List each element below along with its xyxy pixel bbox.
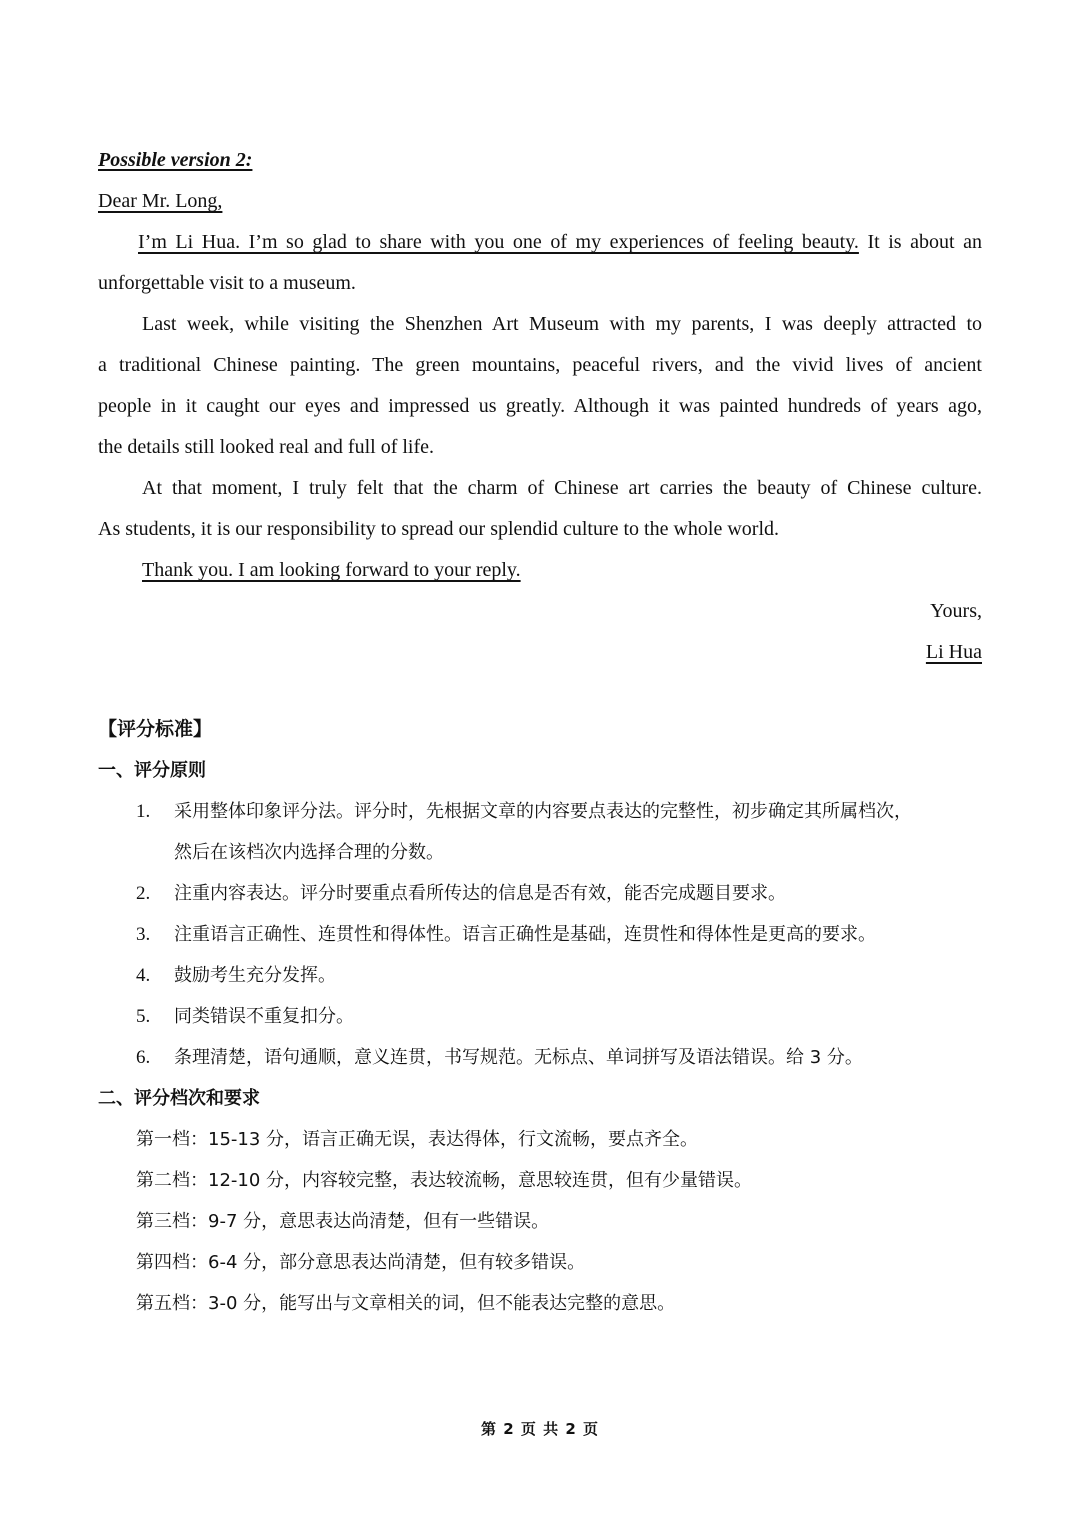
principle-text: 条理清楚，语句通顺，意义连贯，书写规范。无标点、单词拼写及语法错误。给 3 分。 [174,1047,863,1068]
principle-text-line: 采用整体印象评分法。评分时，先根据文章的内容要点表达的完整性，初步确定其所属档次， [174,801,912,822]
principle-item [98,873,982,914]
principle-number: 6. [136,1047,151,1068]
principle-number: 2. [136,883,151,904]
signature-line [98,632,982,673]
rubric-title: 【评分标准】 [98,718,213,740]
tier-item: 第五档：3-0 分，能写出与文章相关的词，但不能表达完整的意思。 [136,1293,676,1314]
principle-number: 4. [136,965,151,986]
paragraph-3-line-2: As students, it is our responsibility to spread our splendid culture to the whole world. [98,518,780,540]
paragraph-1-line-2: unforgettable visit to a museum. [98,272,356,294]
closing-text: Thank you. I am looking forward to your reply. [142,559,521,581]
principle-text: 同类错误不重复扣分。 [174,1006,354,1027]
principle-number: 5. [136,1006,151,1027]
document-body [98,140,982,1324]
paragraph-2-line-2: a traditional Chinese painting. The green mountains, peaceful rivers, and the vivid lives of ancient [98,354,982,376]
principle-item [98,996,982,1037]
principle-text: 注重语言正确性、连贯性和得体性。语言正确性是基础，连贯性和得体性是更高的要求。 [174,924,876,945]
tier-item: 第四档：6-4 分，部分意思表达尚清楚，但有较多错误。 [136,1252,586,1273]
page-number: 第 2 页 共 2 页 [481,1420,599,1438]
principle-item [98,1037,982,1078]
section-1-heading: 一、评分原则 [98,760,206,781]
principle-text: 鼓励考生充分发挥。 [174,965,336,986]
signoff: Yours, [930,600,982,622]
principle-item [98,791,982,873]
salutation-text: Dear Mr. Long, [98,190,223,212]
paragraph-1-rest: It is about an [858,231,982,253]
version-title-line [98,140,982,181]
principle-text: 注重内容表达。评分时要重点看所传达的信息是否有效，能否完成题目要求。 [174,883,786,904]
tier-item: 第二档：12-10 分，内容较完整，表达较流畅，意思较连贯，但有少量错误。 [136,1170,753,1191]
paragraph-1-line-1 [98,222,982,263]
tier-item: 第三档：9-7 分，意思表达尚清楚，但有一些错误。 [136,1211,550,1232]
paragraph-1-underlined: I’m Li Hua. I’m so glad to share with you one of my experiences of feeling beauty. [138,231,859,253]
paragraph-3-line-1: At that moment, I truly felt that the charm of Chinese art carries the beauty of Chinese culture. [142,477,982,499]
salutation [98,181,982,222]
closing-line [98,550,982,591]
rubric-section [98,709,982,1324]
principle-text [174,791,982,873]
paragraph-2-line-1: Last week, while visiting the Shenzhen Art Museum with my parents, I was deeply attracted to [142,313,982,335]
tier-item: 第一档：15-13 分，语言正确无误，表达得体，行文流畅，要点齐全。 [136,1129,699,1150]
principle-number: 1. [136,801,151,822]
version-title: Possible version 2: [98,149,253,171]
paragraph-2-line-3: people in it caught our eyes and impressed us greatly. Although it was painted hundreds of years ago, [98,395,982,417]
principle-item [98,914,982,955]
signature: Li Hua [925,641,982,663]
section-2-heading: 二、评分档次和要求 [98,1088,260,1109]
principle-text-line: 然后在该档次内选择合理的分数。 [174,842,444,863]
principle-item [98,955,982,996]
principle-number: 3. [136,924,151,945]
paragraph-2-line-4: the details still looked real and full of life. [98,436,435,458]
